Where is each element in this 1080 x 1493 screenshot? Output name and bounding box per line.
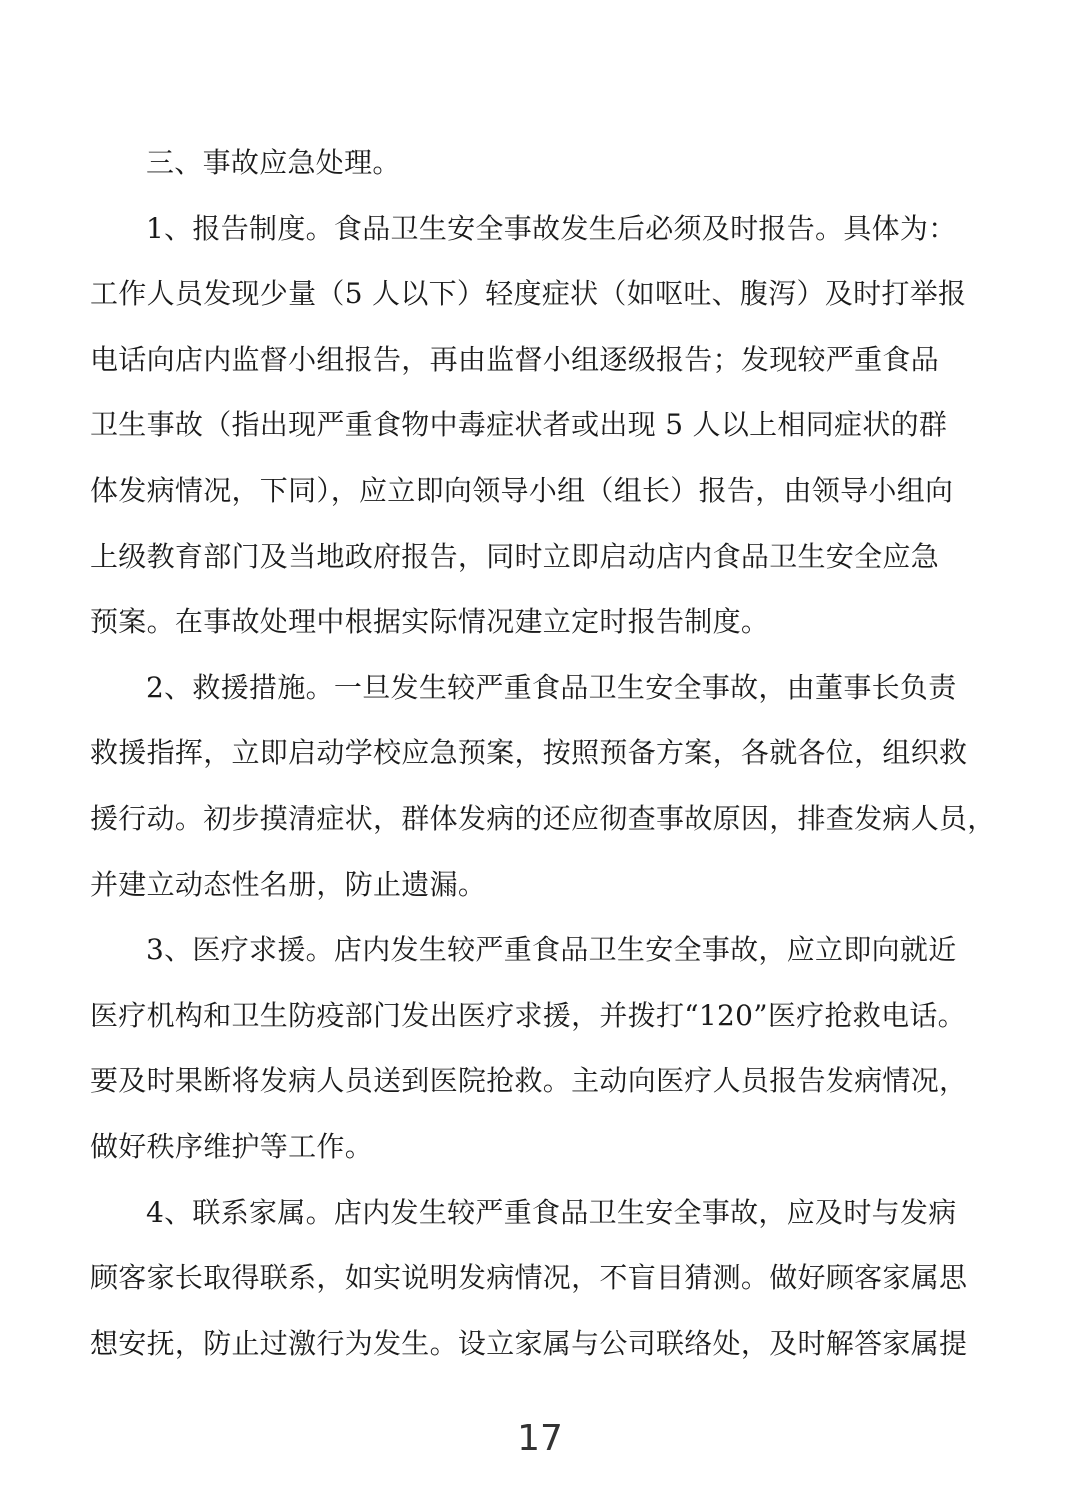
text-line: 电话向店内监督小组报告，再由监督小组逐级报告；发现较严重食品 (90, 342, 940, 376)
text-line: 预案。在事故处理中根据实际情况建立定时报告制度。 (90, 605, 770, 639)
text-line: 要及时果断将发病人员送到医院抢救。主动向医疗人员报告发病情况， (90, 1064, 968, 1098)
text-line: 医疗机构和卫生防疫部门发出医疗求援，并拨打“120”医疗抢救电话。 (90, 998, 966, 1032)
document-body (90, 130, 996, 1376)
text-line: 想安抚，防止过激行为发生。设立家属与公司联络处，及时解答家属提 (90, 1326, 968, 1360)
paragraph-medical-aid (90, 917, 990, 1179)
text-line: 3、医疗求援。店内发生较严重食品卫生安全事故，应立即向就近 (146, 933, 957, 967)
text-line: 1、报告制度。食品卫生安全事故发生后必须及时报告。具体为： (146, 211, 957, 245)
text-line: 做好秩序维护等工作。 (90, 1129, 374, 1163)
text-line: 体发病情况，下同），应立即向领导小组（组长）报告，由领导小组向 (90, 473, 954, 507)
paragraph-reporting-system (90, 196, 990, 655)
text-line: 三、事故应急处理。 (146, 146, 401, 179)
text-line: 顾客家长取得联系，如实说明发病情况，不盲目猜测。做好顾客家属思 (90, 1261, 968, 1295)
paragraph-contact-family (90, 1180, 990, 1377)
text-line: 救援指挥，立即启动学校应急预案，按照预备方案，各就各位，组织救 (90, 736, 968, 770)
text-line: 卫生事故（指出现严重食物中毒症状者或出现 5 人以上相同症状的群 (90, 408, 948, 442)
section-heading (90, 130, 990, 196)
text-line: 4、联系家属。店内发生较严重食品卫生安全事故，应及时与发病 (146, 1195, 957, 1229)
text-line: 工作人员发现少量（5 人以下）轻度症状（如呕吐、腹泻）及时打举报 (90, 277, 967, 311)
text-line: 并建立动态性名册，防止遗漏。 (90, 867, 487, 901)
text-line: 上级教育部门及当地政府报告，同时立即启动店内食品卫生安全应急 (90, 539, 940, 573)
text-line: 援行动。初步摸清症状，群体发病的还应彻查事故原因，排查发病人员， (90, 801, 996, 835)
page-number: 17 (517, 1418, 563, 1459)
text-line: 2、救援措施。一旦发生较严重食品卫生安全事故，由董事长负责 (146, 670, 957, 704)
paragraph-rescue-measures (90, 655, 996, 917)
